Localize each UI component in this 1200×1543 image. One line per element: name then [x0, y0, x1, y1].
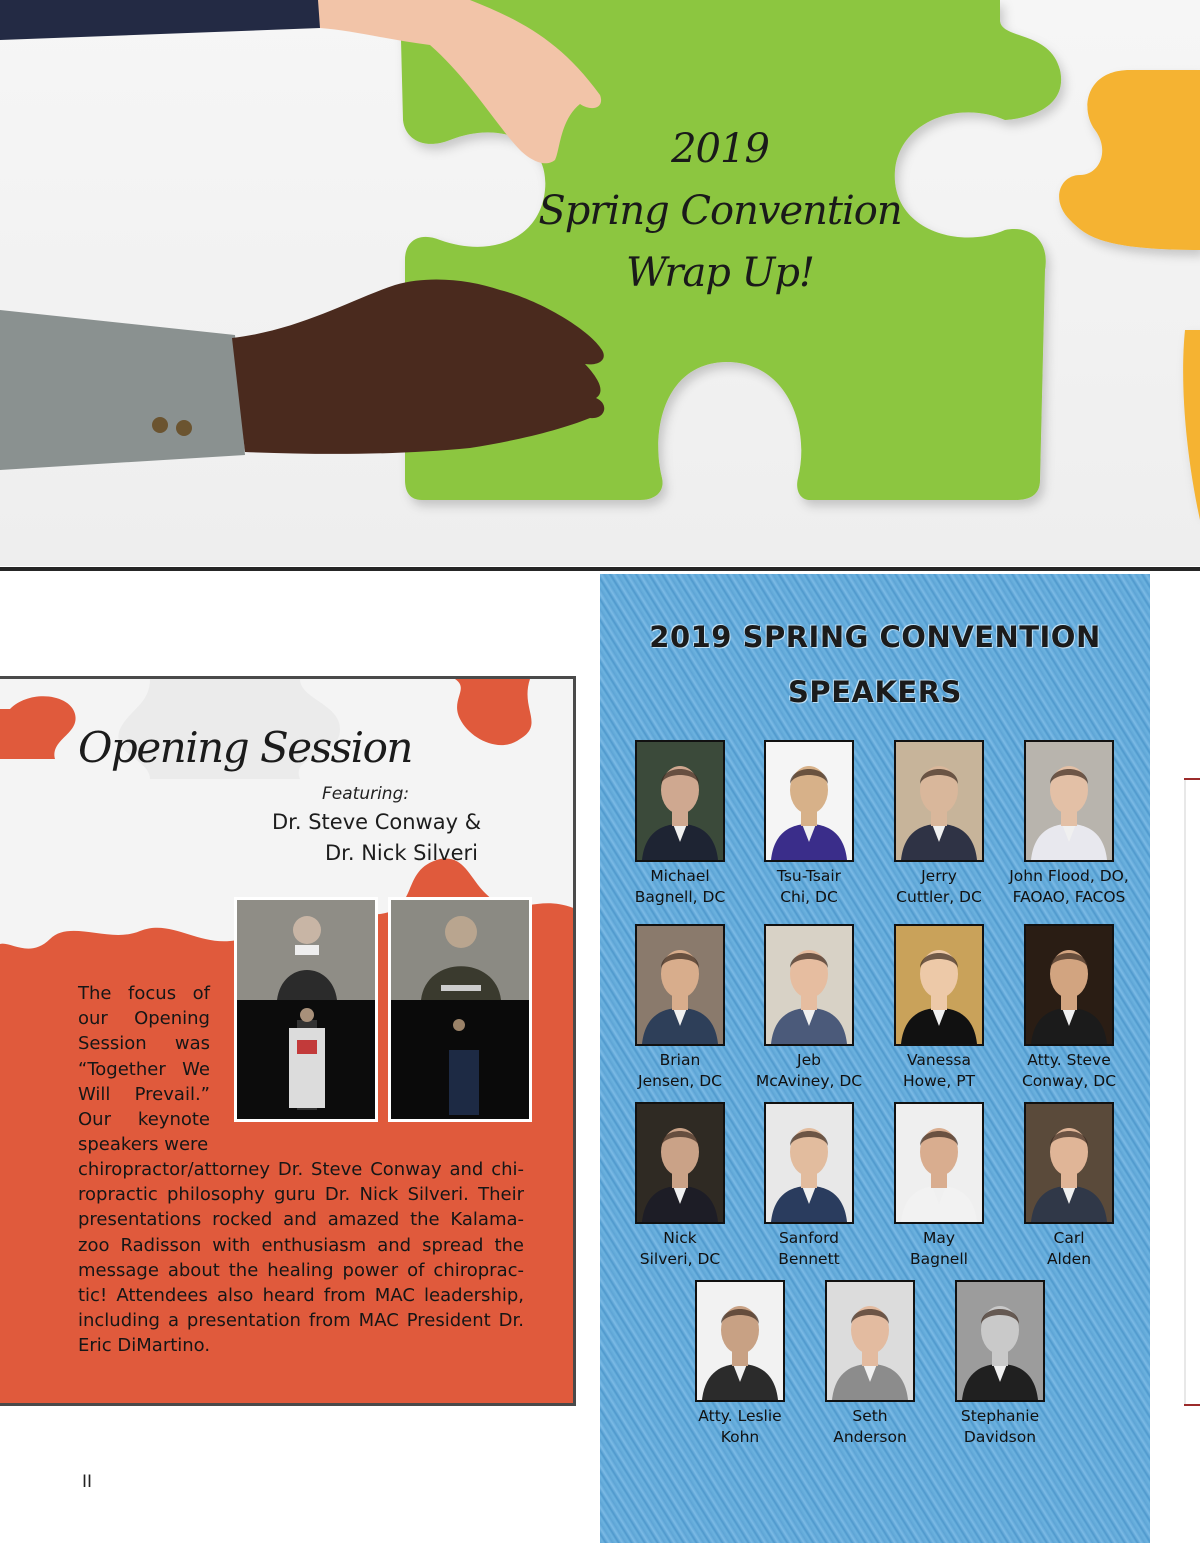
speaker-photo	[635, 924, 725, 1046]
hero-banner	[0, 0, 1200, 566]
lower-sleeve	[0, 310, 245, 470]
featured-speaker-2: Dr. Nick Silveri	[325, 841, 478, 865]
speaker-name-line1: Michael	[650, 867, 710, 885]
speaker-name	[665, 1406, 815, 1447]
speaker-photo	[764, 924, 854, 1046]
section-divider	[0, 567, 1200, 571]
speaker-name-line2: Howe, PT	[902, 1071, 976, 1090]
speaker-name-line1: John Flood, DO,	[1009, 867, 1129, 885]
speaker-photo	[764, 740, 854, 862]
speaker-name-line1: Sanford	[778, 1229, 840, 1247]
speakers-title-line: 2019 SPRING CONVENTION	[649, 620, 1101, 654]
speaker-photo	[825, 1280, 915, 1402]
speaker-photo	[1024, 924, 1114, 1046]
opening-body-main: chiropractor/attorney Dr. Steve Conway and chi-ropractic philosophy guru Dr. Nick Silveri. Their presentations rocked and amazed the Kalama-zoo Radisson with enthusiasm and spread the message about the healing power of chiroprac-tic! Attendees also heard from MAC leadership, including a presentation from MAC President Dr. Eric DiMartino.	[78, 1159, 524, 1357]
adjacent-page-edge	[1184, 778, 1200, 1406]
opening-photo-silveri	[388, 897, 532, 1122]
speaker-photo	[894, 1102, 984, 1224]
speaker-name-line2: Bagnell, DC	[634, 887, 726, 906]
speaker-name-line1: Jeb	[797, 1051, 821, 1069]
speaker-photo	[695, 1280, 785, 1402]
speaker-name-line1: Stephanie	[960, 1407, 1040, 1425]
speaker-name	[605, 866, 755, 907]
speaker-name-line1: Jerry	[921, 867, 957, 885]
speaker-photo	[764, 1102, 854, 1224]
speaker-photo	[635, 1102, 725, 1224]
speaker-name-line2: Davidson	[963, 1427, 1037, 1446]
hero-title-line: 2019	[671, 126, 769, 172]
speaker-name-line1: Atty. Steve	[1027, 1051, 1111, 1069]
speaker-photo	[955, 1280, 1045, 1402]
opening-session-panel	[0, 676, 576, 1406]
speaker-photo	[1024, 740, 1114, 862]
speaker-name	[994, 1228, 1144, 1269]
speaker-name	[864, 1050, 1014, 1091]
featuring-label: Featuring:	[322, 784, 410, 804]
speaker-name-line2: McAviney, DC	[755, 1071, 863, 1090]
speaker-name	[795, 1406, 945, 1447]
speaker-name-line1: Carl	[1053, 1229, 1085, 1247]
speaker-name-line1: Vanessa	[907, 1051, 971, 1069]
opening-body-intro: The focus of our Opening Session was “Together We Will Prevail.” Our keynote speakers were	[78, 983, 210, 1156]
speaker-name	[734, 1050, 884, 1091]
speaker-name-line2: Chi, DC	[780, 887, 838, 906]
opening-session-title: Opening Session	[78, 723, 412, 772]
speaker-name-line1: May	[922, 1229, 956, 1247]
speaker-name-line2: Silveri, DC	[639, 1249, 721, 1268]
speakers-title-line: SPEAKERS	[788, 675, 962, 709]
speaker-name	[994, 866, 1144, 907]
speaker-name	[864, 866, 1014, 907]
speaker-name	[734, 1228, 884, 1269]
speaker-name-line1: Tsu-Tsair	[776, 867, 842, 885]
speaker-photo	[894, 740, 984, 862]
speaker-name	[605, 1228, 755, 1269]
speakers-title	[600, 610, 1150, 720]
speaker-photo	[1024, 1102, 1114, 1224]
speaker-name	[864, 1228, 1014, 1269]
hero-title-line: Wrap Up!	[626, 250, 814, 296]
speaker-name-line2: Alden	[1046, 1249, 1092, 1268]
speaker-name-line2: Cuttler, DC	[896, 887, 982, 906]
opening-photo-conway	[234, 897, 378, 1122]
hero-title-line: Spring Convention	[538, 188, 902, 234]
page-number: II	[82, 1472, 93, 1492]
speaker-name-line2: Kohn	[720, 1427, 760, 1446]
speaker-name-line2: FAOAO, FACOS	[1012, 887, 1126, 906]
orange-puzzle-piece	[1059, 70, 1200, 520]
featured-speaker-1: Dr. Steve Conway &	[272, 810, 482, 834]
speaker-name-line2: Bagnell	[910, 1249, 968, 1268]
speaker-name-line2: Bennett	[778, 1249, 840, 1268]
speaker-photo	[635, 740, 725, 862]
speaker-name-line1: Seth	[852, 1407, 888, 1425]
speaker-name	[994, 1050, 1144, 1091]
speaker-name-line1: Atty. Leslie	[698, 1407, 782, 1425]
speaker-name-line1: Nick	[663, 1229, 697, 1247]
speaker-name	[605, 1050, 755, 1091]
speakers-panel	[600, 574, 1150, 1543]
speaker-name	[925, 1406, 1075, 1447]
speaker-name-line2: Jensen, DC	[638, 1071, 722, 1090]
speaker-photo	[894, 924, 984, 1046]
hero-title	[520, 118, 920, 304]
speaker-name-line2: Anderson	[833, 1427, 907, 1446]
speaker-name-line1: Brian	[659, 1051, 701, 1069]
speaker-name	[734, 866, 884, 907]
speaker-name-line2: Conway, DC	[1021, 1071, 1117, 1090]
upper-sleeve	[0, 0, 330, 40]
